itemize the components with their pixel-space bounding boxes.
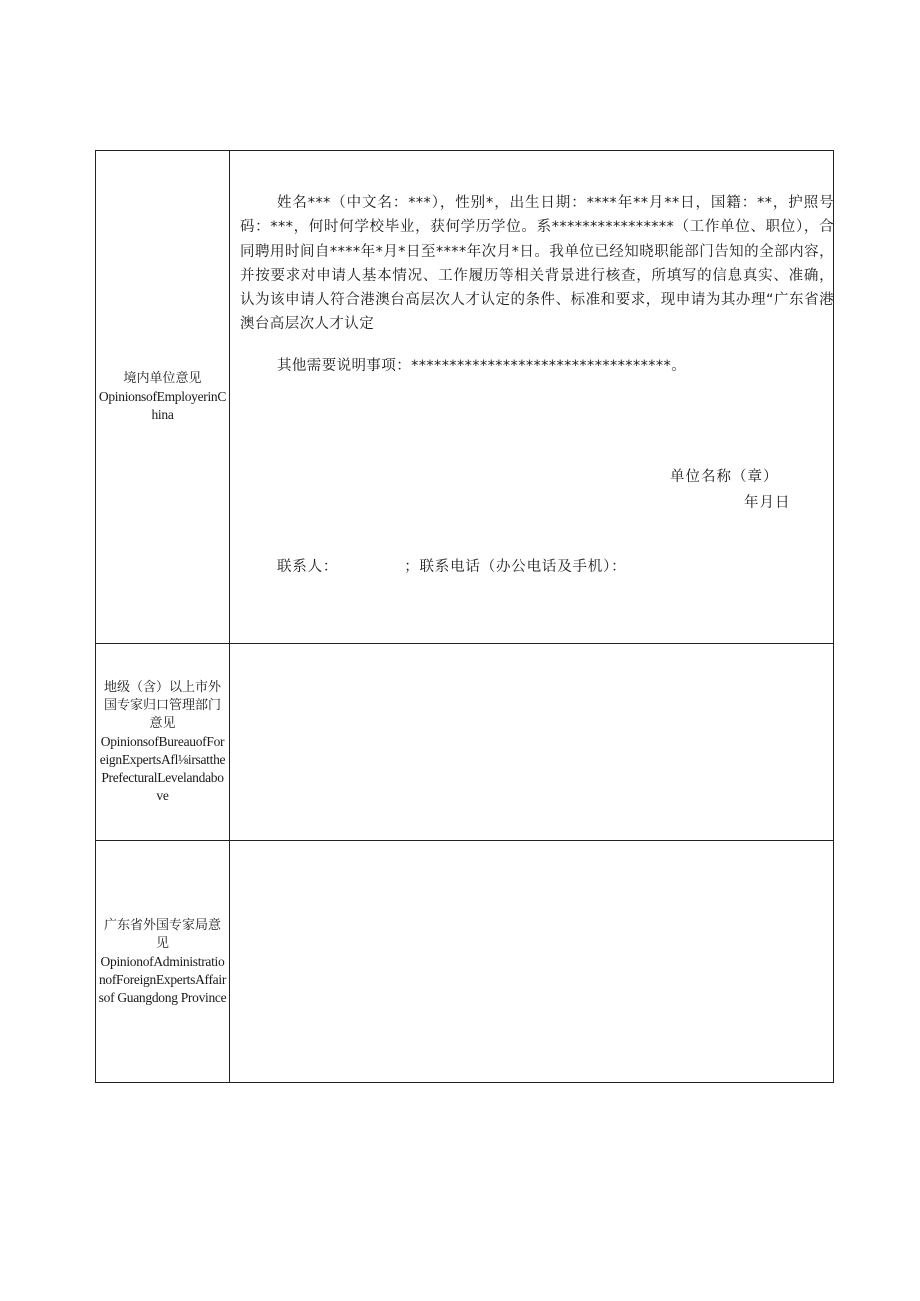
- contact-phone-label: ；联系电话（办公电话及手机）：: [404, 559, 627, 575]
- employer-opinion-content[interactable]: [230, 151, 833, 643]
- provincial-administration-label-zh: 广东省外国专家局意见: [103, 917, 221, 951]
- employer-opinion-statement: 姓名***（中文名：***），性别*，出生日期：****年**月**日，国籍：**，护照号码：***，何时何学校毕业，获何学历学位。系****************（工作单位、职位），合同聘用时间自****年*月*日至****年次月*日。我单位已经知晓职能部门告知的全部内容，并按要求对申请人基本情况、工作履历等相关背景进行核查，所填写的信息真实、准确，认为该申请人符合港澳台高层次人才认定的条件、标准和要求，现申请为其办理“广东省港澳台高层次人才认定: [240, 195, 834, 333]
- signature-date: 年月日: [744, 495, 791, 511]
- employer-opinion-row: [96, 151, 833, 644]
- employer-opinion-label-en: OpinionsofEmployerinChina: [98, 389, 227, 422]
- provincial-administration-opinion-content[interactable]: [230, 841, 833, 1082]
- prefectural-bureau-label-zh: 地级（含）以上市外国专家归口管理部门意见: [103, 680, 221, 731]
- prefectural-bureau-label-en: OpinionsofBureauofForeignExpertsAfl⅛irsatthePrefecturalLevelandabove: [99, 734, 226, 803]
- employer-opinion-label-zh: 境内单位意见: [123, 371, 202, 386]
- prefectural-bureau-opinion-row: [96, 644, 833, 841]
- provincial-administration-label-en: OpinionofAdministrationofForeignExpertsAffairsof Guangdong Province: [98, 953, 227, 1005]
- employer-opinion-label: [96, 151, 230, 643]
- opinion-form-table: [95, 150, 834, 1083]
- prefectural-bureau-opinion-label: [96, 644, 230, 840]
- contact-person-label: 联系人：: [277, 559, 339, 575]
- prefectural-bureau-opinion-content[interactable]: [230, 644, 833, 840]
- contact-line: [277, 555, 626, 576]
- other-notes: 其他需要说明事项：**********************************。: [277, 358, 687, 374]
- unit-name-seal: 单位名称（章）: [670, 469, 779, 485]
- provincial-administration-opinion-label: [96, 841, 230, 1082]
- provincial-administration-opinion-row: [96, 841, 833, 1082]
